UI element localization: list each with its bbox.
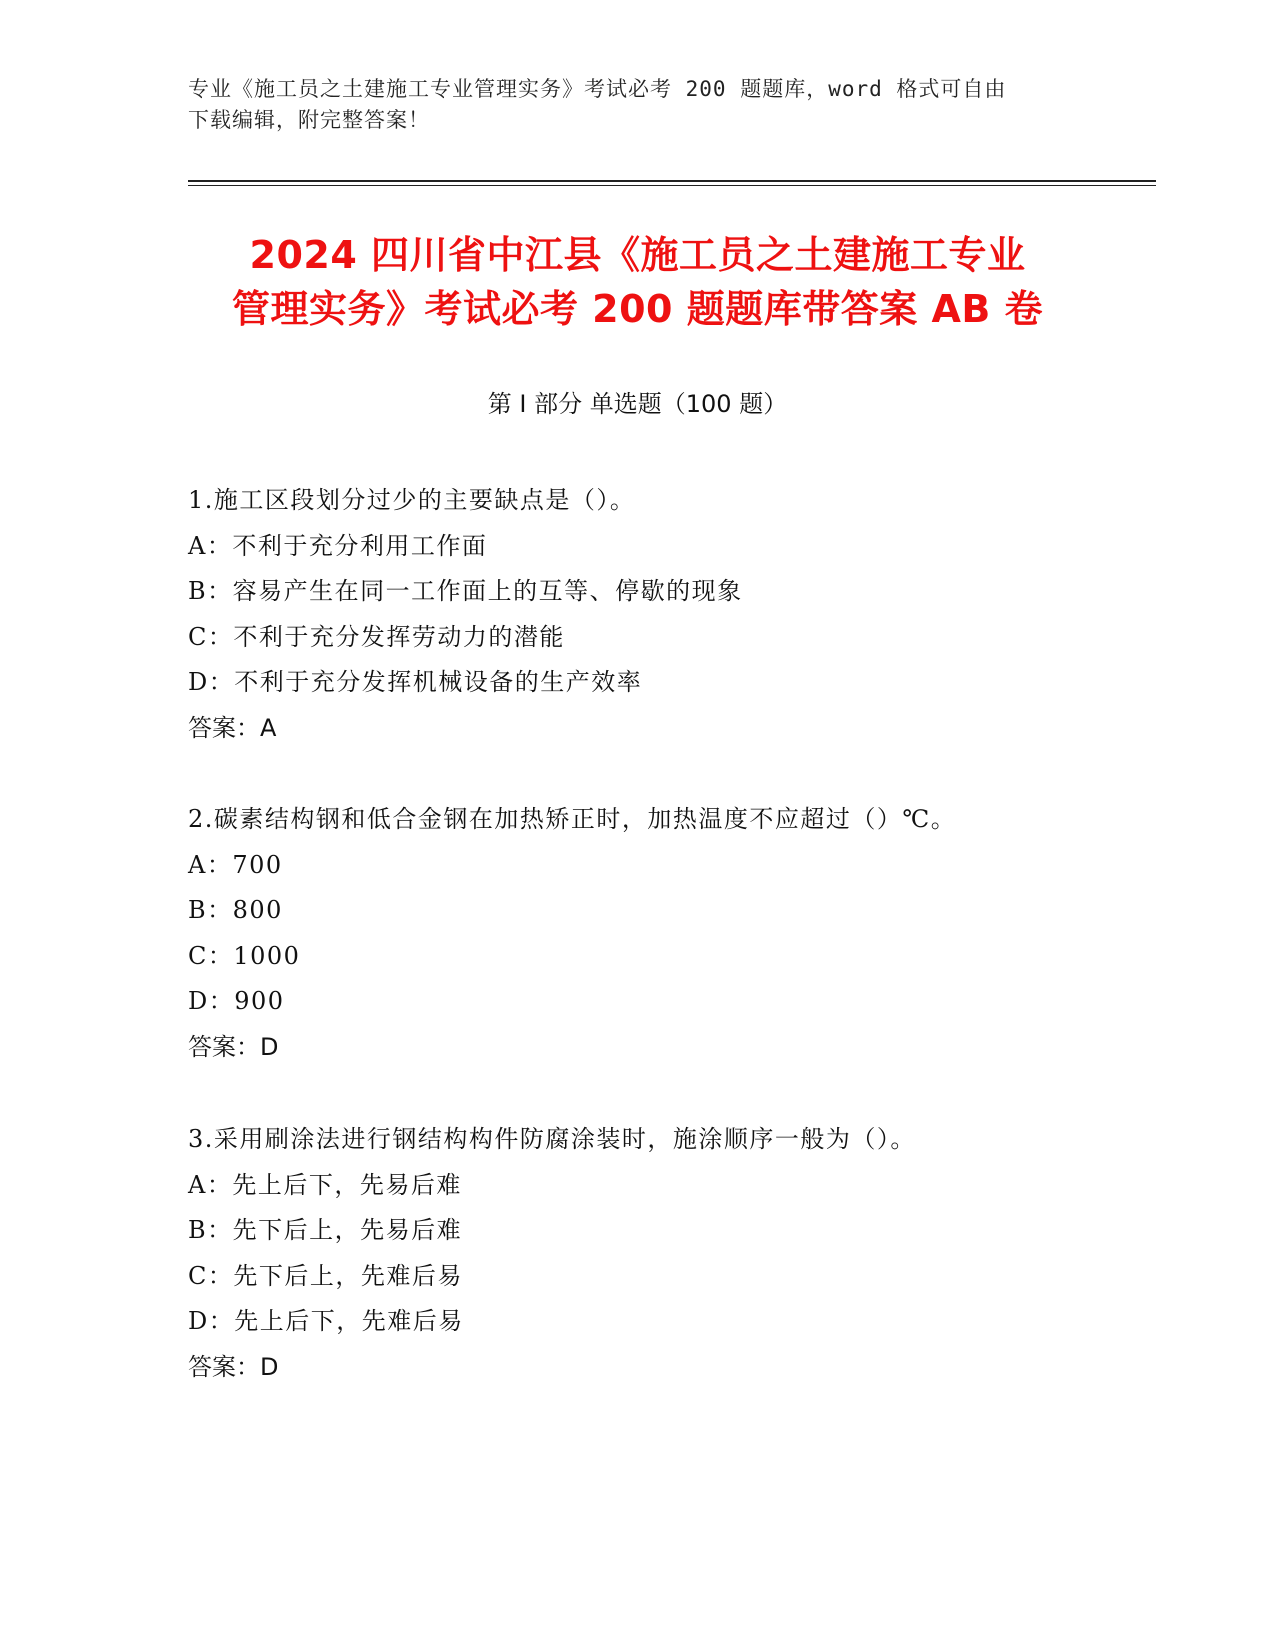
option-a: A：先上后下，先易后难 xyxy=(188,1170,462,1199)
question-1 xyxy=(188,478,1138,751)
option-a: A：不利于充分利用工作面 xyxy=(188,531,488,560)
question-stem: 1.施工区段划分过少的主要缺点是（）。 xyxy=(188,486,636,514)
section-title: 第 I 部分 单选题（100 题） xyxy=(487,390,788,418)
option-d: D：900 xyxy=(188,987,285,1015)
option-c: C：先下后上，先难后易 xyxy=(188,1261,463,1290)
question-stem: 2.碳素结构钢和低合金钢在加热矫正时，加热温度不应超过（）℃。 xyxy=(188,805,957,833)
document-title xyxy=(160,228,1115,336)
answer-label: 答案：D xyxy=(188,1032,279,1061)
answer-label: 答案：D xyxy=(188,1352,279,1381)
answer-label: 答案：A xyxy=(188,713,277,742)
document-title-line-2: 管理实务》考试必考 200 题题库带答案 AB 卷 xyxy=(231,287,1044,331)
header-note-line-1: 专业《施工员之土建施工专业管理实务》考试必考 200 题题库，word 格式可自由 xyxy=(188,77,1007,101)
header-note-line-2: 下载编辑，附完整答案！ xyxy=(188,108,430,132)
option-c: C：不利于充分发挥劳动力的潜能 xyxy=(188,622,565,651)
option-d: D：不利于充分发挥机械设备的生产效率 xyxy=(188,668,643,696)
header-rule-thin xyxy=(188,185,1156,186)
header-rule-thick xyxy=(188,180,1156,182)
question-3 xyxy=(188,1117,1138,1390)
option-b: B：先下后上，先易后难 xyxy=(188,1216,463,1244)
option-b: B：800 xyxy=(188,896,283,924)
header-note xyxy=(188,74,1088,136)
option-b: B：容易产生在同一工作面上的互等、停歇的现象 xyxy=(188,577,743,605)
document-title-line-1: 2024 四川省中江县《施工员之土建施工专业 xyxy=(249,233,1026,277)
option-c: C：1000 xyxy=(188,941,301,970)
question-2 xyxy=(188,797,1138,1070)
option-d: D：先上后下，先难后易 xyxy=(188,1307,464,1335)
question-stem: 3.采用刷涂法进行钢结构构件防腐涂装时，施涂顺序一般为（）。 xyxy=(188,1125,916,1153)
option-a: A：700 xyxy=(188,850,283,879)
